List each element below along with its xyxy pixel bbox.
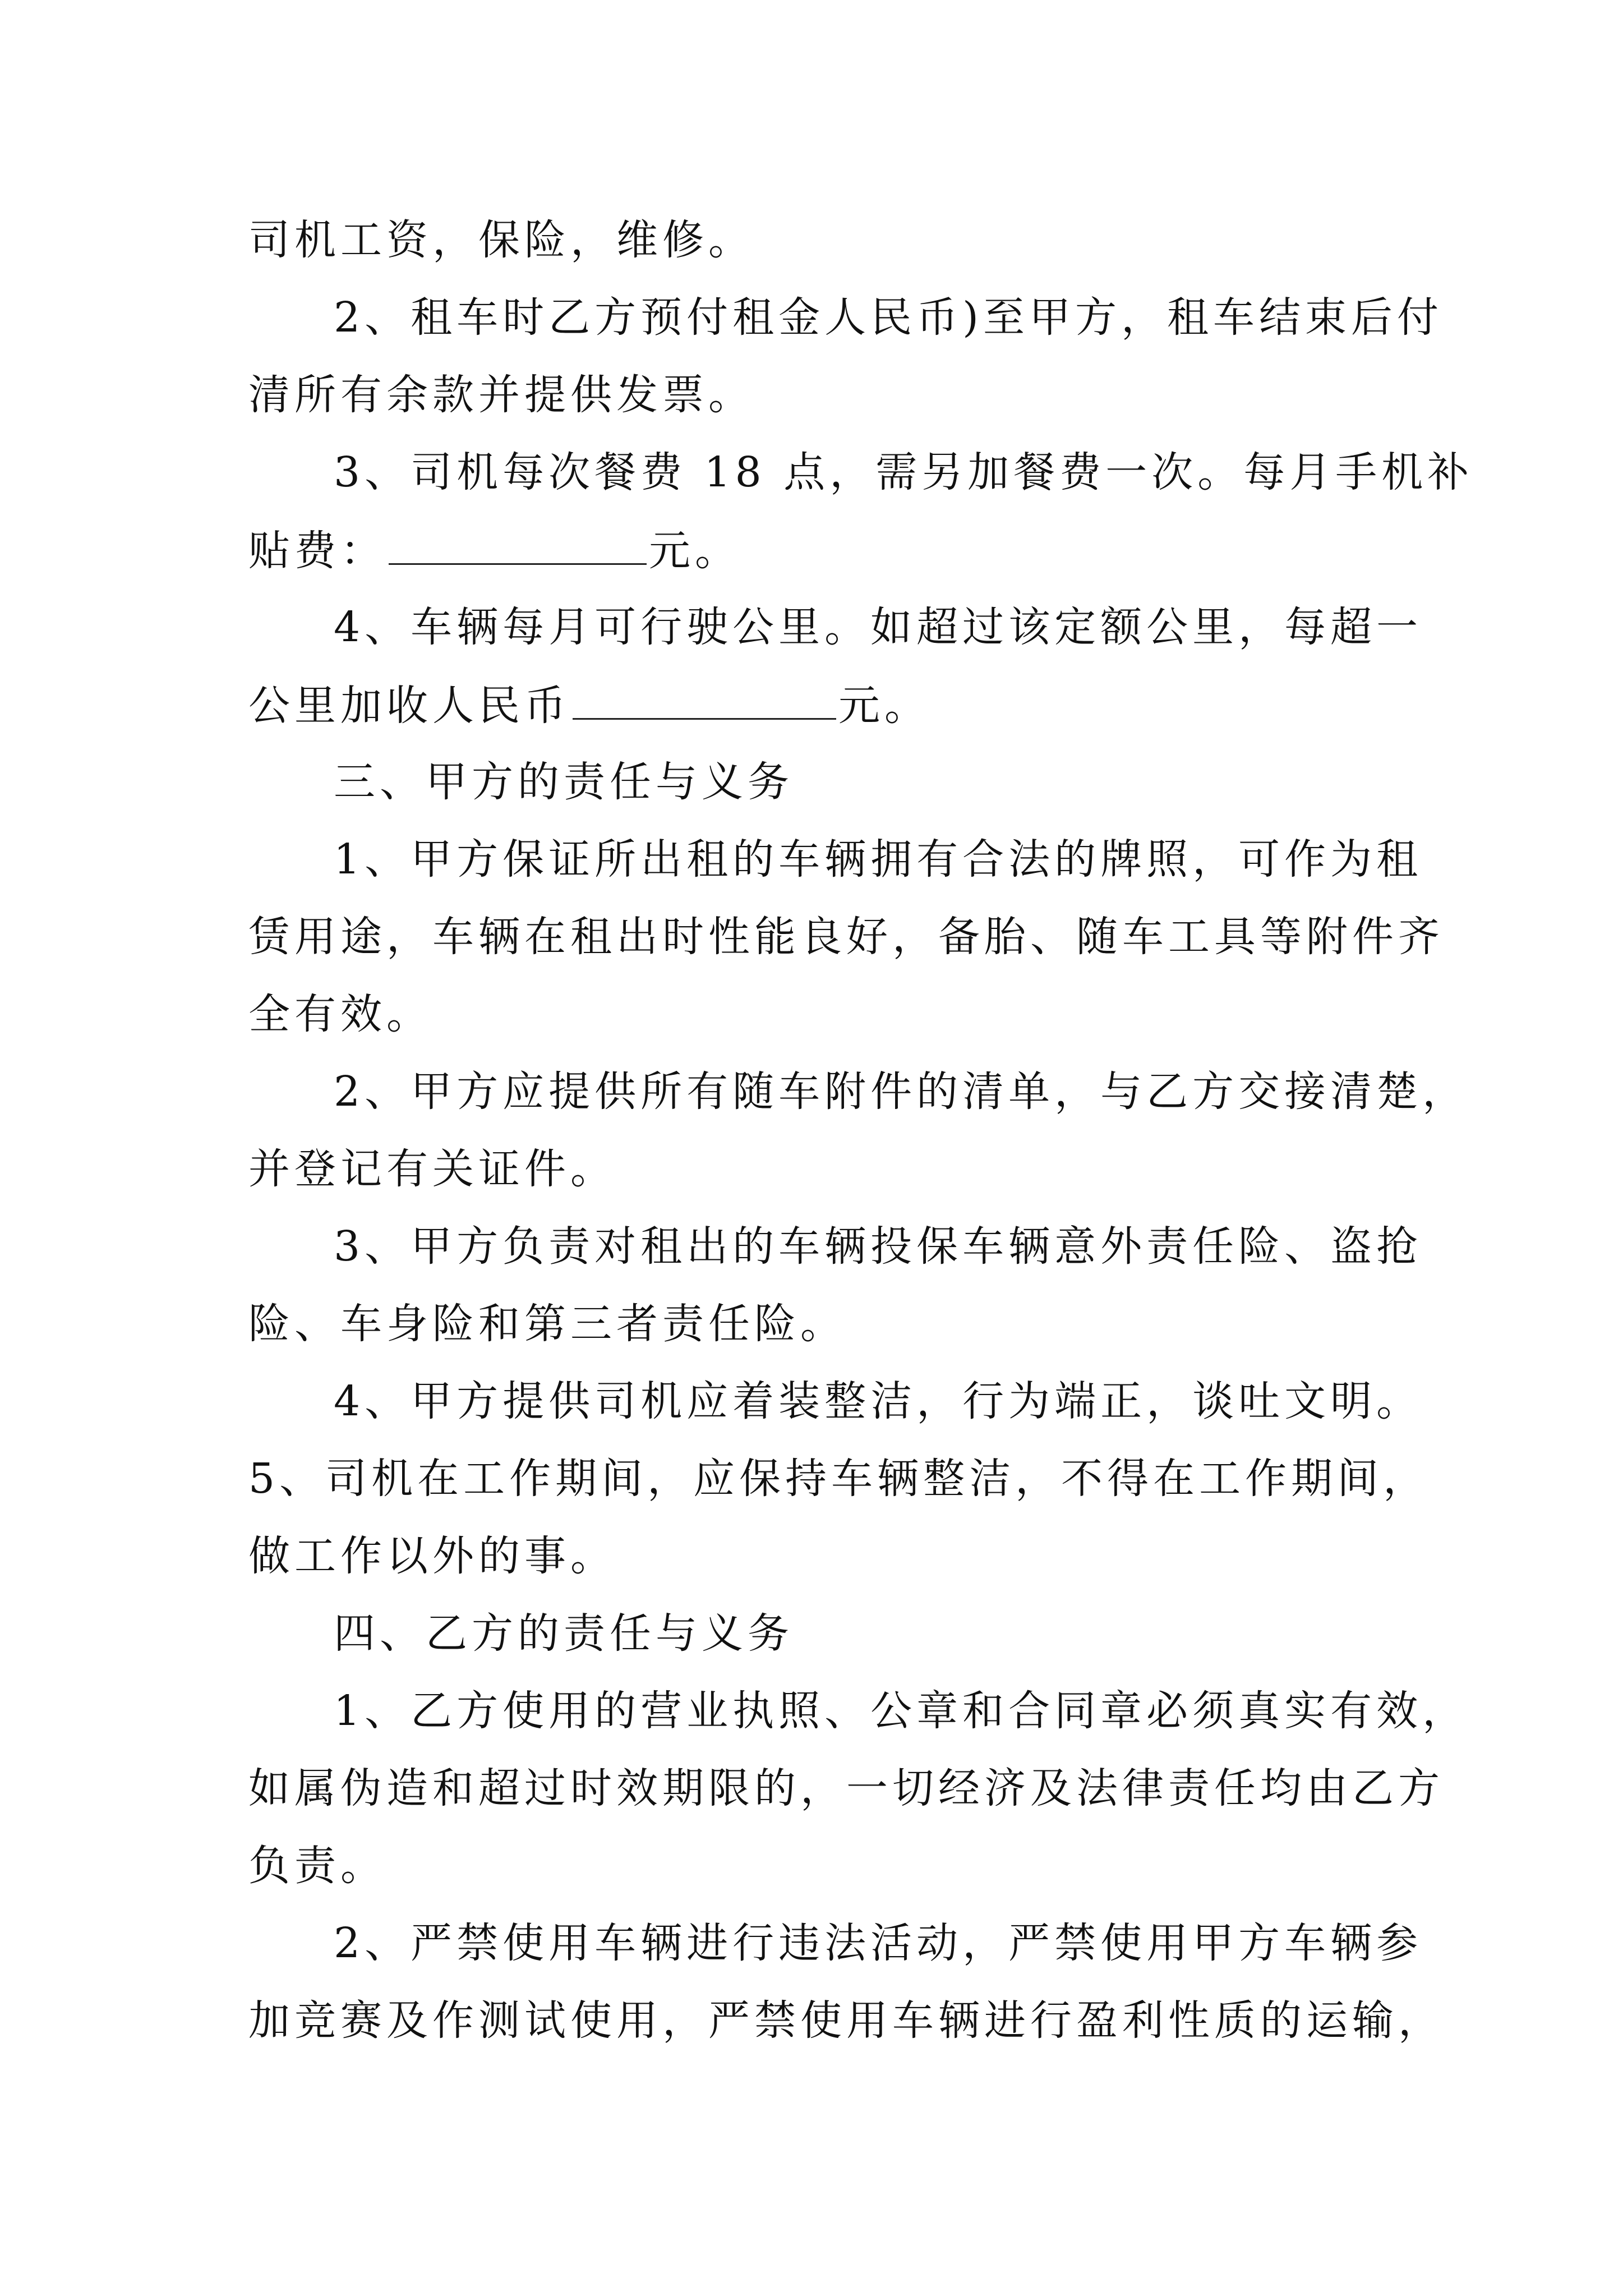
line-label: 公里加收人民币 — [248, 682, 570, 730]
text-line: 司机工资，保险，维修。 — [248, 216, 754, 264]
text-line — [248, 522, 741, 579]
text-line: 如属伪造和超过时效期限的，一切经济及法律责任均由乙方 — [248, 1764, 1444, 1812]
text-line: 做工作以外的事。 — [248, 1532, 616, 1580]
section-heading: 四、乙方的责任与义务 — [334, 1609, 794, 1658]
text-line — [248, 677, 930, 734]
text-line: 加竞赛及作测试使用，严禁使用车辆进行盈利性质的运输， — [248, 1996, 1444, 2045]
text-line: 清所有余款并提供发票。 — [248, 371, 754, 419]
text-line: 险、车身险和第三者责任险。 — [248, 1300, 846, 1348]
text-line: 2、严禁使用车辆进行违法活动，严禁使用甲方车辆参 — [334, 1919, 1423, 1967]
line-suffix: 元。 — [649, 527, 741, 575]
fill-in-blank — [573, 677, 836, 720]
text-line: 4、车辆每月可行驶公里。如超过该定额公里，每超一 — [334, 603, 1423, 651]
line-suffix: 元。 — [838, 682, 930, 730]
section-heading: 三、甲方的责任与义务 — [334, 758, 794, 806]
text-line: 3、甲方负责对租出的车辆投保车辆意外责任险、盗抢 — [334, 1222, 1423, 1271]
text-line: 2、甲方应提供所有随车附件的清单，与乙方交接清楚， — [334, 1068, 1469, 1116]
fill-in-blank — [389, 522, 647, 565]
text-line: 并登记有关证件。 — [248, 1145, 616, 1193]
text-line: 5、司机在工作期间，应保持车辆整洁，不得在工作期间， — [248, 1455, 1430, 1503]
text-line: 赁用途，车辆在租出时性能良好，备胎、随车工具等附件齐 — [248, 913, 1444, 961]
text-line: 全有效。 — [248, 990, 432, 1038]
text-line: 4、甲方提供司机应着装整洁，行为端正，谈吐文明。 — [334, 1377, 1423, 1425]
text-line: 1、甲方保证所出租的车辆拥有合法的牌照，可作为租 — [334, 835, 1423, 884]
text-line: 3、司机每次餐费 18 点，需另加餐费一次。每月手机补 — [334, 448, 1474, 496]
text-line: 2、租车时乙方预付租金人民币)至甲方，租车结束后付 — [334, 293, 1443, 342]
text-line: 负责。 — [248, 1842, 386, 1890]
text-line: 1、乙方使用的营业执照、公章和合同章必须真实有效， — [334, 1687, 1469, 1735]
line-label: 贴费： — [248, 527, 386, 575]
